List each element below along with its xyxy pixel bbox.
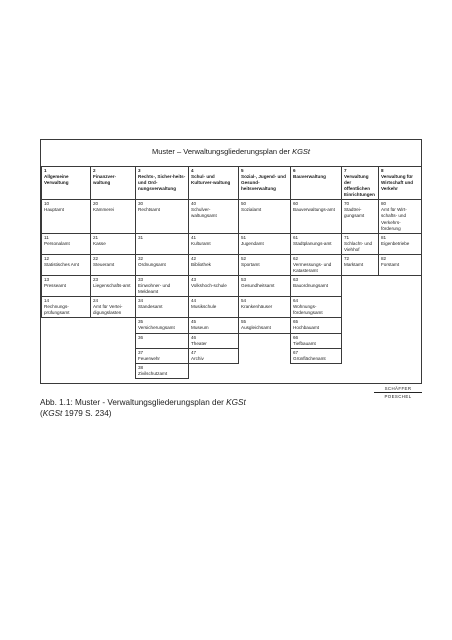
department-cell (189, 233, 239, 254)
department-number: 54 (241, 298, 247, 304)
table-row (42, 348, 422, 363)
department-cell (42, 276, 91, 297)
department-label: Standesamt (138, 304, 163, 310)
division-number: 6 (293, 168, 296, 173)
empty-cell (239, 363, 291, 378)
department-label: Forstamt (381, 261, 400, 267)
department-cell (239, 233, 291, 254)
department-label: Archiv (191, 355, 204, 361)
department-number: 61 (293, 234, 299, 240)
empty-cell (342, 297, 379, 318)
division-number: 2 (93, 168, 96, 173)
department-label: Statistisches Amt (44, 261, 79, 267)
division-label: Allgemeine Verwaltung (44, 174, 69, 186)
publisher-logo (374, 386, 422, 399)
department-label: Eigenbetriebe (381, 240, 410, 246)
department-cell (136, 348, 189, 363)
department-cell (189, 254, 239, 275)
division-header-cell (239, 167, 291, 200)
figure-caption (40, 398, 340, 419)
table-row (42, 254, 422, 275)
department-cell (239, 318, 291, 333)
division-label: Bauverwaltung (293, 174, 326, 180)
department-cell (91, 254, 136, 275)
department-cell (136, 200, 189, 233)
department-label: Stadtplanungs-amt (293, 240, 332, 246)
department-cell (342, 254, 379, 275)
chart-title-text: Muster – Verwaltungsgliederungsplan der (151, 147, 293, 156)
department-number: 23 (93, 277, 99, 282)
department-number: 34 (138, 298, 144, 304)
department-cell (291, 200, 342, 233)
department-number: 66 (293, 334, 299, 340)
department-cell (291, 297, 342, 318)
department-number: 20 (93, 201, 99, 207)
department-cell (189, 318, 239, 333)
empty-cell (91, 318, 136, 333)
department-label: Musikschule (191, 304, 217, 310)
department-cell (291, 233, 342, 254)
empty-cell (42, 333, 91, 348)
logo-line-1: SCHÄFFER (374, 386, 422, 393)
department-cell (42, 297, 91, 318)
table-row (42, 363, 422, 378)
organization-chart-sheet (40, 139, 422, 384)
department-cell (136, 333, 189, 348)
department-cell (91, 297, 136, 318)
department-label: Bibliothek (191, 261, 211, 267)
department-number: 37 (138, 349, 144, 355)
department-cell (379, 200, 422, 233)
department-number: 52 (241, 255, 247, 261)
empty-cell (291, 363, 342, 378)
department-cell (189, 333, 239, 348)
division-header-cell (291, 167, 342, 200)
department-cell (91, 200, 136, 233)
department-label: Stadtrei-gungsamt (344, 207, 365, 219)
department-cell (379, 254, 422, 275)
division-label: Finanzver-waltung (93, 174, 116, 186)
empty-cell (42, 348, 91, 363)
department-number: 55 (241, 319, 247, 325)
department-cell (189, 200, 239, 233)
caption-source-kgst: KGSt (42, 408, 63, 418)
department-label: Vermessungs- und Katasteramt (293, 261, 332, 273)
department-number: 12 (44, 255, 50, 261)
division-number: 3 (138, 168, 141, 173)
department-label: Ausgleichsamt (241, 325, 271, 331)
chart-title-kgst: KGSt (292, 147, 311, 156)
department-number: 36 (138, 334, 144, 340)
department-label: Amt für Vertei-digungslasten (93, 304, 123, 316)
department-number: 14 (44, 298, 50, 304)
department-cell (291, 276, 342, 297)
department-number: 32 (138, 255, 144, 261)
department-cell (342, 200, 379, 233)
department-cell (136, 276, 189, 297)
empty-cell (342, 318, 379, 333)
division-header-cell (91, 167, 136, 200)
empty-cell (239, 333, 291, 348)
division-label: Sozial-, Jugend- und Gesund-heitsverwaltung (241, 174, 286, 192)
department-cell (42, 200, 91, 233)
division-header-row (42, 167, 422, 200)
department-number: 70 (344, 201, 350, 207)
empty-cell (342, 333, 379, 348)
department-cell (342, 233, 379, 254)
empty-cell (91, 348, 136, 363)
empty-cell (379, 318, 422, 333)
department-label: Volkshoch-schule (191, 283, 227, 289)
empty-cell (189, 363, 239, 378)
department-cell (136, 297, 189, 318)
department-cell (291, 348, 342, 363)
department-label: Kämmerei (93, 207, 114, 213)
department-table (41, 166, 422, 379)
department-cell (239, 297, 291, 318)
department-cell (239, 276, 291, 297)
department-label: Ordnungsamt (138, 261, 166, 267)
department-cell (136, 254, 189, 275)
department-number: 60 (293, 201, 299, 207)
department-number: 24 (93, 298, 99, 304)
department-label: Bauordnungsamt (293, 283, 328, 289)
department-number: 63 (293, 277, 299, 282)
table-row (42, 200, 422, 233)
division-label: Rechts-, Sicher-heits- und Ord-nungsverwaltung (138, 174, 186, 192)
department-label: Liegenschafts-amt (93, 283, 131, 289)
department-label: Tiefbauamt (293, 340, 316, 346)
department-label: Hauptamt (44, 207, 64, 213)
department-label: Sozialamt (241, 207, 262, 213)
department-number: 82 (381, 255, 387, 261)
department-number: 67 (293, 349, 299, 355)
logo-line-2: POESCHEL (384, 394, 412, 399)
department-label: Personalamt (44, 240, 70, 246)
empty-cell (91, 363, 136, 378)
department-cell (379, 233, 422, 254)
department-label: Theater (191, 340, 207, 346)
department-label: Gesundheitsamt (241, 283, 275, 289)
empty-cell (342, 363, 379, 378)
empty-cell (42, 363, 91, 378)
division-header-cell (42, 167, 91, 200)
department-label: Amt für Wirt-schafts- und Verkehrs-förderung (381, 207, 407, 231)
empty-cell (379, 333, 422, 348)
department-number: 42 (191, 255, 197, 261)
division-header-cell (379, 167, 422, 200)
department-label: Jugendamt (241, 240, 264, 246)
department-label: Schulver-waltungsamt (191, 207, 217, 219)
division-header-cell (342, 167, 379, 200)
department-cell (42, 233, 91, 254)
empty-cell (42, 318, 91, 333)
department-number: 62 (293, 255, 299, 261)
department-cell (136, 363, 189, 378)
table-row (42, 297, 422, 318)
empty-cell (379, 348, 422, 363)
department-label: Sportamt (241, 261, 260, 267)
division-number: 8 (381, 168, 384, 173)
empty-cell (342, 348, 379, 363)
department-label: Kulturamt (191, 240, 211, 246)
department-label: Versicherungsamt (138, 325, 175, 331)
department-number: 35 (138, 319, 144, 325)
department-label: Hochbauamt (293, 325, 320, 331)
division-number: 4 (191, 168, 194, 173)
department-label: Museum (191, 325, 209, 331)
department-cell (239, 200, 291, 233)
department-cell (136, 233, 189, 254)
empty-cell (379, 363, 422, 378)
caption-source-open: ( (40, 408, 43, 418)
department-number: 21 (93, 234, 99, 240)
caption-text: Abb. 1.1: Muster - Verwaltungsgliederungsplan der (40, 398, 227, 407)
department-number: 80 (381, 201, 387, 207)
division-label: Verwaltung der öffentlichen Einrichtungen (344, 174, 375, 198)
department-label: Presseamt (44, 283, 66, 289)
department-cell (291, 333, 342, 348)
department-cell (291, 318, 342, 333)
division-number: 1 (44, 168, 47, 173)
caption-source-rest: 1979 S. 234) (62, 408, 112, 418)
department-number: 46 (191, 334, 197, 340)
department-label: Bauverwaltungs-amt (293, 207, 335, 213)
department-label: Wohnungs-förderungsamt (293, 304, 323, 316)
department-cell (239, 254, 291, 275)
chart-title (41, 147, 421, 156)
department-label: Grünflächenamt (293, 355, 326, 361)
department-cell (91, 233, 136, 254)
department-number: 31 (138, 234, 144, 240)
department-number: 33 (138, 277, 144, 282)
department-number: 22 (93, 255, 99, 261)
department-number: 65 (293, 319, 299, 325)
department-cell (136, 318, 189, 333)
division-header-cell (189, 167, 239, 200)
department-cell (291, 254, 342, 275)
empty-cell (379, 276, 422, 297)
department-label: Zivilschutzamt (138, 370, 168, 376)
table-row (42, 333, 422, 348)
department-label: Feuerwehr (138, 355, 160, 361)
department-number: 64 (293, 298, 299, 304)
division-label: Schul- und Kulturver-waltung (191, 174, 231, 186)
department-number: 11 (44, 234, 49, 240)
division-number: 7 (344, 168, 347, 173)
empty-cell (239, 348, 291, 363)
department-number: 10 (44, 201, 50, 207)
department-label: Krankenhäuser (241, 304, 273, 310)
department-label: Rechnungs-prüfungsamt (44, 304, 70, 316)
department-label: Steueramt (93, 261, 115, 267)
department-cell (42, 254, 91, 275)
department-label: Marktamt (344, 261, 364, 267)
division-number: 5 (241, 168, 244, 173)
empty-cell (342, 276, 379, 297)
department-number: 43 (191, 277, 197, 282)
division-header-cell (136, 167, 189, 200)
department-number: 72 (344, 255, 350, 261)
department-number: 40 (191, 201, 197, 207)
department-label: Einwohner- und Meldeamt (138, 283, 171, 295)
caption-kgst: KGSt (226, 398, 246, 407)
department-number: 30 (138, 201, 144, 207)
department-number: 81 (381, 234, 387, 240)
table-row (42, 233, 422, 254)
department-number: 47 (191, 349, 197, 355)
empty-cell (379, 297, 422, 318)
department-number: 44 (191, 298, 197, 304)
table-row (42, 276, 422, 297)
division-label: Verwaltung für Wirtschaft und Verkehr (381, 174, 414, 192)
department-number: 51 (241, 234, 247, 240)
department-label: Schlacht- und Viehhof (344, 240, 373, 252)
department-number: 53 (241, 277, 247, 282)
department-number: 13 (44, 277, 50, 282)
department-label: Kasse (93, 240, 106, 246)
empty-cell (91, 333, 136, 348)
department-number: 45 (191, 319, 197, 325)
department-cell (189, 348, 239, 363)
table-row (42, 318, 422, 333)
department-cell (189, 276, 239, 297)
department-number: 71 (344, 234, 350, 240)
department-number: 38 (138, 364, 144, 370)
department-cell (91, 276, 136, 297)
department-number: 50 (241, 201, 247, 207)
department-cell (189, 297, 239, 318)
department-number: 41 (191, 234, 197, 240)
department-label: Rechtsamt (138, 207, 160, 213)
